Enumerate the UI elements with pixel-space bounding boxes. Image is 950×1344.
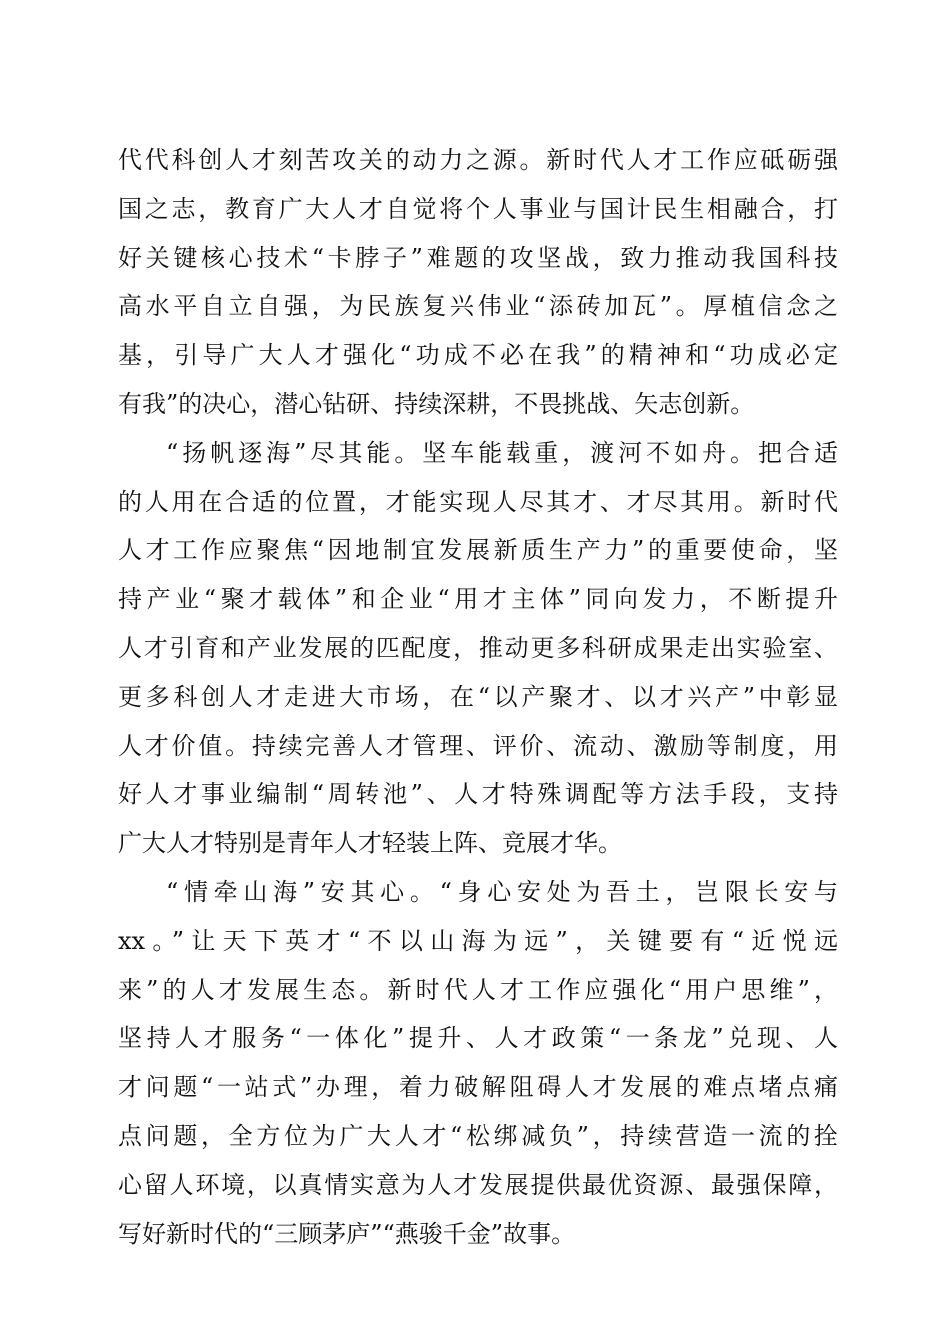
text-line: 更多科创人才走进大市场，在“以产聚才、以才兴产”中彰显 [118,682,838,711]
text-line: “情牵山海”安其心。“身心安处为吾土，岂限长安与 [166,877,838,906]
paragraph-3 [118,868,838,1258]
text-line: 心留人环境，以真情实意为人才发展提供最优资源、最强保障， [118,1170,838,1199]
text-line: 人才引育和产业发展的匹配度，推动更多科研成果走出实验室、 [118,633,838,662]
text-line: 点问题，全方位为广大人才“松绑减负”，持续营造一流的拴 [118,1121,838,1150]
text-line: 人才价值。持续完善人才管理、评价、流动、激励等制度，用 [118,731,838,760]
text-line: 人才工作应聚焦“因地制宜发展新质生产力”的重要使命，坚 [118,536,838,565]
text-line: “扬帆逐海”尽其能。坚车能载重，渡河不如舟。把合适 [166,438,838,467]
paragraph-1 [118,136,838,429]
text-line: 写好新时代的“三顾茅庐”“燕骏千金”故事。 [118,1219,576,1248]
text-line: 持产业“聚才载体”和企业“用才主体”同向发力，不断提升 [118,585,838,614]
text-line: 国之志，教育广大人才自觉将个人事业与国计民生相融合，打 [118,194,838,223]
text-line: xx。”让天下英才“不以山海为远”，关键要有“近悦远 [118,926,838,955]
text-line: 代代科创人才刻苦攻关的动力之源。新时代人才工作应砥砺强 [118,146,838,174]
document-body [118,136,838,1258]
paragraph-2 [118,429,838,868]
text-line: 高水平自立自强，为民族复兴伟业“添砖加瓦”。厚植信念之 [118,292,838,321]
text-line: 好人才事业编制“周转池”、人才特殊调配等方法手段，支持 [118,780,838,809]
text-line: 的人用在合适的位置，才能实现人尽其才、才尽其用。新时代 [118,487,838,516]
text-line: 有我”的决心，潜心钻研、持续深耕，不畏挑战、矢志创新。 [118,389,755,418]
text-line: 坚持人才服务“一体化”提升、人才政策“一条龙”兑现、人 [118,1024,838,1053]
text-line: 好关键核心技术“卡脖子”难题的攻坚战，致力推动我国科技 [118,243,838,272]
text-line: 广大人才特别是青年人才轻装上阵、竞展才华。 [118,829,622,858]
text-line: 才问题“一站式”办理，着力破解阻碍人才发展的难点堵点痛 [118,1073,838,1102]
text-line: 来”的人才发展生态。新时代人才工作应强化“用户思维”， [118,975,838,1004]
text-line: 基，引导广大人才强化“功成不必在我”的精神和“功成必定 [118,341,838,370]
